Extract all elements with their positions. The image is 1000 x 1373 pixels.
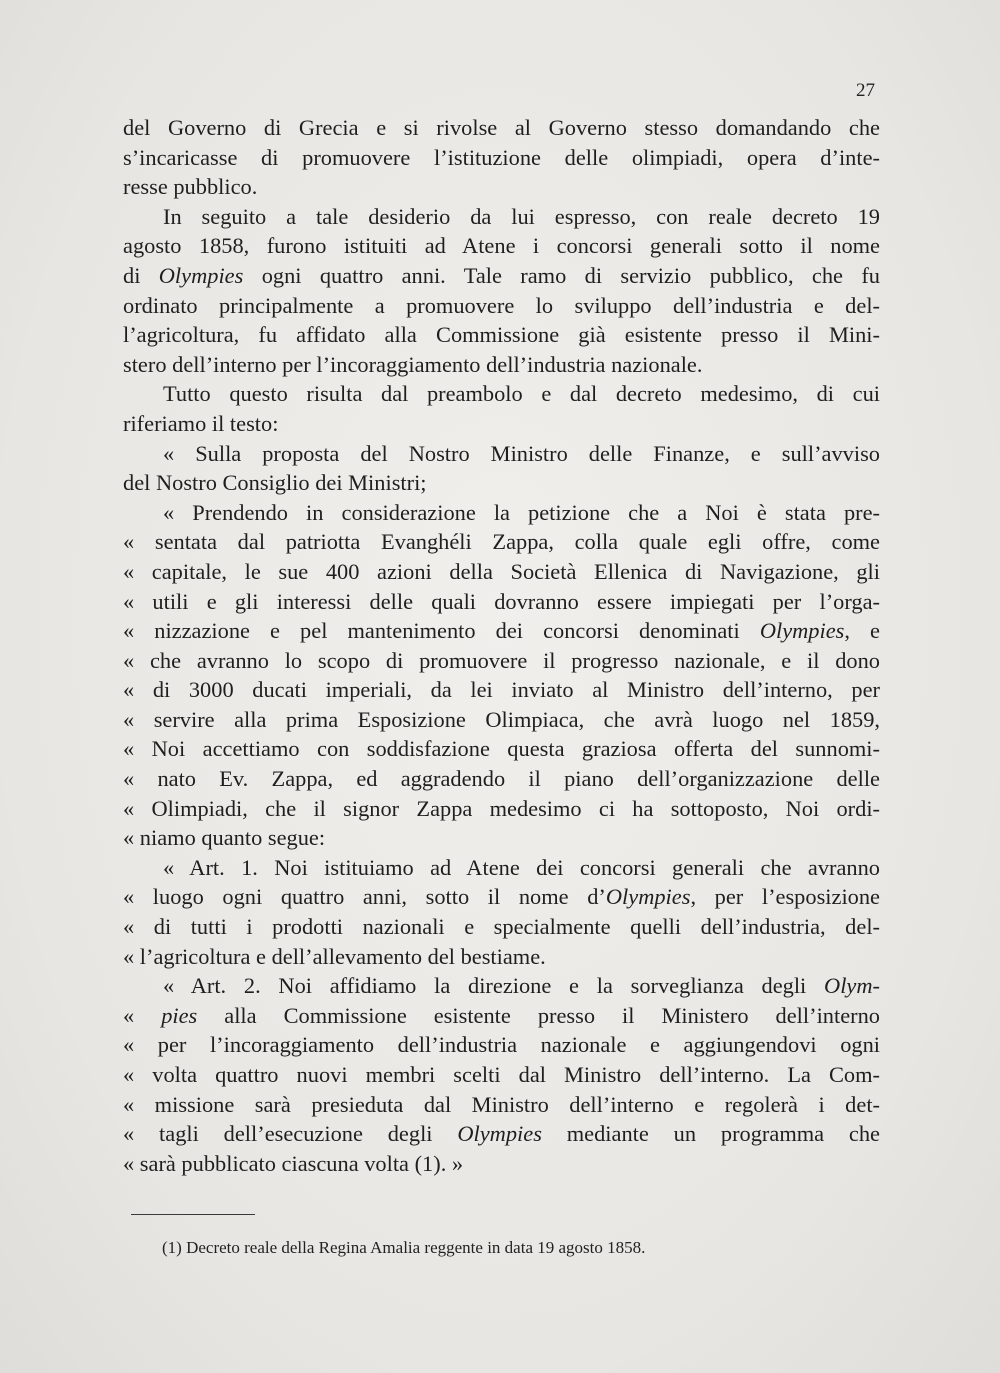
text-line: « luogo ogni quattro anni, sotto il nome d’Olympies, per l’esposizione: [123, 884, 880, 910]
text-line: « capitale, le sue 400 azioni della Società Ellenica di Navigazione, gli: [123, 558, 880, 584]
text-line: « tagli dell’esecuzione degli Olympies mediante un programma che: [123, 1121, 880, 1147]
emphasis: Olym-: [824, 973, 880, 999]
text-line: « utili e gli interessi delle quali dovranno essere impiegati per l’orga-: [123, 588, 880, 614]
text-line: « l’agricoltura e dell’allevamento del bestiame.: [123, 943, 546, 969]
text-line: « volta quattro nuovi membri scelti dal Ministro dell’interno. La Com-: [123, 1062, 880, 1087]
emphasis: Olympies: [457, 1121, 542, 1147]
text-line: stero dell’interno per l’incoraggiamento dell’industria nazionale.: [123, 351, 703, 377]
text-line: l’agricoltura, fu affidato alla Commissione già esistente presso il Mini-: [123, 322, 880, 348]
text-line: di Olympies ogni quattro anni. Tale ramo di servizio pubblico, che fu: [123, 262, 880, 288]
text-line: « nato Ev. Zappa, ed aggradendo il piano dell’organizzazione delle: [123, 766, 880, 792]
text-line: « Sulla proposta del Nostro Ministro delle Finanze, e sull’avviso: [163, 440, 880, 466]
footnote-divider: [131, 1214, 255, 1215]
footnote: (1) Decreto reale della Regina Amalia reggente in data 19 agosto 1858.: [162, 1238, 646, 1257]
text-line: « Prendendo in considerazione la petizione che a Noi è stata pre-: [163, 499, 880, 525]
text-line: « missione sarà presieduta dal Ministro dell’interno e regolerà i det-: [123, 1091, 880, 1117]
text-line: « Olimpiadi, che il signor Zappa medesimo ci ha sottoposto, Noi ordi-: [123, 795, 880, 821]
text-line: « sentata dal patriotta Evanghéli Zappa, colla quale egli offre, come: [123, 529, 880, 555]
page-number: 27: [856, 80, 875, 101]
text-line: « sarà pubblicato ciascuna volta (1). »: [123, 1150, 464, 1176]
emphasis: Olympies: [605, 884, 691, 910]
text-line: « niamo quanto segue:: [123, 825, 326, 851]
text-line: del Nostro Consiglio dei Ministri;: [123, 470, 427, 496]
text-line: « che avranno lo scopo di promuovere il progresso nazionale, e il dono: [123, 647, 880, 673]
text-line: « nizzazione e pel mantenimento dei concorsi denominati Olympies, e: [123, 618, 880, 644]
text-line: « Noi accettiamo con soddisfazione questa graziosa offerta del sunnomi-: [123, 736, 880, 762]
text-line: riferiamo il testo:: [123, 410, 279, 436]
emphasis: pies: [161, 1002, 198, 1028]
body-text: [123, 113, 880, 1178]
text-line: s’incaricasse di promuovere l’istituzione delle olimpiadi, opera d’inte-: [123, 144, 880, 170]
text-line: « Art. 1. Noi istituiamo ad Atene dei concorsi generali che avranno: [163, 854, 880, 880]
text-line: In seguito a tale desiderio da lui espresso, con reale decreto 19: [163, 203, 880, 229]
text-line: Tutto questo risulta dal preambolo e dal decreto medesimo, di cui: [163, 381, 880, 407]
text-line: « per l’incoraggiamento dell’industria nazionale e aggiungendovi ogni: [123, 1032, 880, 1058]
text-line: resse pubblico.: [123, 174, 258, 200]
text-line: « di tutti i prodotti nazionali e specialmente quelli dell’industria, del-: [123, 914, 880, 940]
text-line: « di 3000 ducati imperiali, da lei inviato al Ministro dell’interno, per: [123, 677, 880, 703]
text-line: del Governo di Grecia e si rivolse al Governo stesso domandando che: [123, 115, 880, 140]
text-line: agosto 1858, furono istituiti ad Atene i concorsi generali sotto il nome: [123, 233, 880, 259]
emphasis: Olympies: [158, 262, 244, 288]
text-line: « servire alla prima Esposizione Olimpiaca, che avrà luogo nel 1859,: [123, 706, 880, 732]
text-line: « Art. 2. Noi affidiamo la direzione e la sorveglianza degli Olym-: [163, 973, 880, 999]
text-line: « pies alla Commissione esistente presso il Ministero dell’interno: [123, 1002, 881, 1028]
emphasis: Olympies: [759, 618, 845, 644]
text-line: ordinato principalmente a promuovere lo sviluppo dell’industria e del-: [123, 292, 880, 318]
